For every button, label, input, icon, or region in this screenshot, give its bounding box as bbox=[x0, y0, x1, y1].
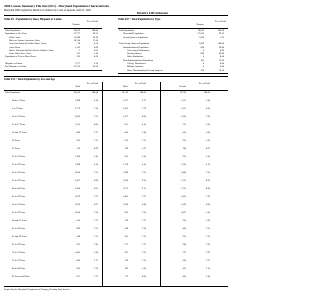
table-p12-row-total-pct: 2.64 bbox=[93, 252, 98, 254]
table-p12-bottom-rule bbox=[4, 286, 228, 287]
table-p12-row-total-pct: 6.91 bbox=[93, 204, 98, 206]
table-p12-row-total: 824 bbox=[76, 260, 80, 262]
table-p12-row-total-pct: 7.57 bbox=[93, 196, 98, 198]
table-p1-row-number: 90 bbox=[77, 43, 80, 46]
table-p1-row-pct: 27.64 bbox=[92, 39, 98, 42]
table-p12-row-female: 263 bbox=[182, 236, 186, 238]
report-title: 2000 Census Summary File One (SF1) - Maryland Population Characteristics bbox=[4, 4, 110, 8]
table-p12-row-male: 317 bbox=[124, 244, 128, 246]
table-p12-row-total-pct: 3.43 bbox=[93, 156, 98, 158]
table-p12-row-female-pct: 1.33 bbox=[205, 236, 210, 238]
table-p12-divider-male bbox=[102, 82, 103, 286]
table-p12-col-total-pct: Pct. of Total bbox=[86, 83, 98, 85]
table-p1-row-number: 10,514 bbox=[73, 39, 80, 42]
table-p37-row-number: 0 bbox=[202, 49, 204, 52]
table-p12-row-male-pct: 7.78 bbox=[141, 108, 146, 110]
table-p12-row-male-pct: 6.88 bbox=[141, 204, 146, 206]
table-p12-row-total-pct: 100.00 bbox=[91, 92, 98, 94]
table-p12-row-total-pct: 6.28 bbox=[93, 100, 98, 102]
table-p12-row-female: 1,151 bbox=[180, 100, 186, 102]
table-p12-row-female-pct: 6.85 bbox=[205, 108, 210, 110]
table-p12-row-male: 427 bbox=[124, 252, 128, 254]
table-p12-row-female: 674 bbox=[182, 156, 186, 158]
table-p1-title: Table P1 : Population by Race, Hispanic or Latino bbox=[4, 18, 62, 21]
table-p12-row-total-pct: 2.17 bbox=[93, 260, 98, 262]
table-p12-row-male: 1,380 bbox=[122, 172, 128, 174]
table-p12-row-male-pct: 4.43 bbox=[141, 124, 146, 126]
table-p12-row-total: 1,306 bbox=[74, 156, 80, 158]
table-p12-row-male: 454 bbox=[124, 132, 128, 134]
table-p1-row-number: 37,777 bbox=[73, 33, 80, 36]
table-p12-row-label: 25 to 29 Years bbox=[12, 164, 26, 166]
table-p12-row-female-pct: 3.66 bbox=[205, 124, 210, 126]
table-p1-row-pct: 65.94 bbox=[92, 36, 98, 39]
table-p12-row-total-pct: 7.52 bbox=[93, 116, 98, 118]
table-p12-row-label: 80 to 84 Years bbox=[12, 268, 26, 270]
table-p12-row-total: 2,398 bbox=[74, 164, 80, 166]
table-p12-row-female-pct: 6.19 bbox=[205, 164, 210, 166]
table-p12-row-female-pct: 6.94 bbox=[205, 204, 210, 206]
table-p12-row-male-pct: 5.26 bbox=[141, 212, 146, 214]
table-p12-row-male-pct: 0.94 bbox=[141, 276, 146, 278]
table-p12-row-total-pct: 1.72 bbox=[93, 220, 98, 222]
table-p1-row-label: American Indian & Alaska Native Alone bbox=[9, 43, 47, 46]
table-p12-row-male-pct: 9.15 bbox=[141, 188, 146, 190]
table-p1-row-pct: 0.02 bbox=[93, 49, 98, 52]
table-p12-row-total-pct: 6.30 bbox=[93, 164, 98, 166]
table-p12-col-total: Total bbox=[75, 86, 80, 88]
table-p37-row-label: Nursing Homes bbox=[127, 53, 142, 56]
table-p12-row-male: 1,237 bbox=[122, 100, 128, 102]
table-p12-row-male-pct: 8.06 bbox=[141, 116, 146, 118]
table-p1-row-number: 541 bbox=[76, 53, 80, 56]
table-p12-divider-female bbox=[160, 82, 161, 286]
table-p12-row-male: 418 bbox=[124, 228, 128, 230]
table-p12-row-label: 70 to 74 Years bbox=[12, 252, 26, 254]
table-p12-row-label: 50 to 54 Years bbox=[12, 204, 26, 206]
table-p12-row-male: 1,178 bbox=[122, 164, 128, 166]
table-p12-row-female-pct: 2.46 bbox=[205, 276, 210, 278]
district-name: District 12B Subtotal bbox=[137, 11, 168, 15]
table-p12-row-female-pct: 2.57 bbox=[205, 260, 210, 262]
table-p1-row-pct: 4.06 bbox=[93, 46, 98, 49]
table-p12-row-male-pct: 1.74 bbox=[141, 260, 146, 262]
table-p1-bottom-rule bbox=[4, 70, 102, 71]
table-p12-row-female-pct: 5.41 bbox=[205, 212, 210, 214]
table-p12-row-total-pct: 1.73 bbox=[93, 276, 98, 278]
table-p12-row-female: 721 bbox=[182, 124, 186, 126]
table-p12-row-label: 35 to 39 Years bbox=[12, 180, 26, 182]
table-p12-row-female-pct: 1.93 bbox=[205, 244, 210, 246]
table-p1-row-number: 36,759 bbox=[73, 66, 80, 69]
table-p12-row-total: 1,003 bbox=[74, 252, 80, 254]
table-p37-row-number: 1,000 bbox=[198, 43, 204, 46]
table-p1-row-label: White Alone bbox=[9, 36, 21, 39]
table-p12-row-male: 18,316 bbox=[121, 92, 128, 94]
table-p12-row-male-pct: 1.32 bbox=[141, 236, 146, 238]
table-p12-row-female: 380 bbox=[182, 244, 186, 246]
table-p12-row-male: 1,405 bbox=[122, 196, 128, 198]
table-p12-row-total: 423 bbox=[76, 140, 80, 142]
table-p12-row-female: 576 bbox=[182, 252, 186, 254]
table-p12-row-female-pct: 100.00 bbox=[203, 92, 210, 94]
table-p37-row-label: College Dormitories bbox=[127, 63, 146, 65]
table-p1-row-number: 259 bbox=[76, 56, 80, 59]
table-p12-row-total-pct: 1.11 bbox=[94, 140, 98, 142]
table-p37-row-label: Total Group Quarters Population bbox=[119, 43, 150, 46]
table-p1-row-pct: 3.36 bbox=[93, 63, 98, 65]
table-p12-row-label: 40 to 44 Years bbox=[12, 188, 26, 190]
table-p12-row-female: 1,486 bbox=[180, 172, 186, 174]
table-p12-row-total: 605 bbox=[76, 268, 80, 270]
table-p12-row-female: 1,067 bbox=[180, 212, 186, 214]
table-p12-row-label: 85 Years and Older bbox=[12, 276, 30, 278]
table-p12-row-total: 654 bbox=[76, 220, 80, 222]
table-p12-row-total: 882 bbox=[76, 228, 80, 230]
table-p12-row-female: 201 bbox=[182, 140, 186, 142]
table-p1-row-number: 25,080 bbox=[73, 36, 80, 39]
table-p12-row-label: 62 to 64 Years bbox=[12, 228, 26, 230]
table-p1-row-label: Population of Two or More Races bbox=[5, 56, 37, 59]
table-p12-row-male-pct: 7.53 bbox=[141, 172, 146, 174]
table-p12-row-male-pct: 3.45 bbox=[141, 156, 146, 158]
table-p1-row-pct: 0.24 bbox=[93, 43, 98, 46]
table-p12-row-female-pct: 2.14 bbox=[205, 268, 210, 270]
table-p12-row-total-pct: 7.30 bbox=[93, 108, 98, 110]
table-p12-row-male-pct: 100.00 bbox=[139, 92, 146, 94]
table-p1-row-number: 1,277 bbox=[74, 63, 80, 65]
table-p12-row-total-pct: 2.32 bbox=[93, 228, 98, 230]
table-p12-row-male: 632 bbox=[124, 156, 128, 158]
table-p1-row-label: Total Population bbox=[5, 30, 21, 32]
table-p12-col-male-pct: Pct. of Total bbox=[134, 83, 146, 85]
table-p37-row-number: 898 bbox=[200, 53, 204, 56]
table-p1-header-rule bbox=[4, 28, 102, 29]
table-p12-row-male: 196 bbox=[124, 148, 128, 150]
table-p12-row-male: 1,260 bbox=[122, 204, 128, 206]
table-p12-row-male: 963 bbox=[124, 212, 128, 214]
table-p12-row-male: 183 bbox=[124, 268, 128, 270]
table-p12-row-male-pct: 6.75 bbox=[141, 100, 146, 102]
table-p12-row-label: 67 to 69 Years bbox=[12, 244, 26, 246]
table-p12-col-female-pct: Pct. of Total bbox=[198, 83, 210, 85]
table-p12-row-label: 45 to 49 Years bbox=[12, 196, 26, 198]
table-p12-row-female: 334 bbox=[182, 220, 186, 222]
table-p1-row-label: Population of One Race bbox=[5, 33, 28, 36]
table-p1-row-number: 7 bbox=[78, 49, 80, 52]
table-p37-row-number: 38,036 bbox=[197, 30, 204, 32]
table-p12-row-female-pct: 8.89 bbox=[205, 188, 210, 190]
table-p37-row-label: Other Noninstitutional Group Quarters bbox=[127, 69, 163, 72]
table-p12-row-female-pct: 0.91 bbox=[205, 148, 210, 150]
table-p12-row-male-pct: 2.48 bbox=[141, 132, 146, 134]
table-p37-row-number: 898 bbox=[200, 46, 204, 49]
table-p12-row-female-pct: 5.84 bbox=[205, 100, 210, 102]
table-p37-row-label: Other Institutions bbox=[127, 56, 144, 59]
table-p37-row-number: 37,836 bbox=[197, 33, 204, 36]
table-p12-row-label: 22 to 24 Years bbox=[12, 156, 26, 158]
table-p12-row-male-pct: 6.43 bbox=[141, 164, 146, 166]
table-p37-row-number: 0 bbox=[202, 56, 204, 59]
table-p1-row-number: 38,036 bbox=[73, 30, 80, 32]
table-p12-row-male: 318 bbox=[124, 260, 128, 262]
table-p12-row-female: 1,474 bbox=[180, 196, 186, 198]
table-p12-row-female-pct: 7.47 bbox=[205, 196, 210, 198]
table-p12-row-label: Total Population bbox=[5, 92, 21, 94]
table-p12-row-female-pct: 1.02 bbox=[205, 140, 210, 142]
table-p12-row-male: 172 bbox=[124, 276, 128, 278]
table-p12-row-total: 38,036 bbox=[73, 92, 80, 94]
table-p12-row-male: 811 bbox=[124, 124, 128, 126]
table-p1-row-label: Not Hispanic or Latino bbox=[5, 66, 27, 69]
table-p37-row-label: Household Population bbox=[123, 33, 144, 36]
table-p12-row-total: 2,030 bbox=[74, 212, 80, 214]
table-p12-row-female-pct: 2.08 bbox=[205, 132, 210, 134]
table-p12-row-total-pct: 0.99 bbox=[93, 148, 98, 150]
table-p12-row-total: 2,879 bbox=[74, 196, 80, 198]
table-p1-row-pct: 1.42 bbox=[93, 53, 98, 56]
table-p12-row-female: 1,220 bbox=[180, 164, 186, 166]
table-p12-row-female-pct: 2.35 bbox=[205, 228, 210, 230]
table-p37-row-pct: 10.20 bbox=[218, 59, 224, 62]
table-p12-row-female-pct: 7.54 bbox=[205, 172, 210, 174]
table-p12-row-total-pct: 1.59 bbox=[93, 268, 98, 270]
table-p1-row-pct: 0.68 bbox=[93, 56, 98, 59]
table-p37-col-number: Number bbox=[196, 24, 204, 26]
table-p37-row-pct: 0.00 bbox=[219, 66, 224, 69]
table-p12-row-female: 1,369 bbox=[180, 204, 186, 206]
table-p12-row-female-pct: 1.69 bbox=[205, 220, 210, 222]
table-p37-row-number: 102 bbox=[200, 59, 204, 62]
table-p12-row-male-pct: 9.26 bbox=[141, 180, 146, 182]
footer-credit: Prepared by the Maryland Department of Planning, Planning Data Services. bbox=[4, 289, 71, 291]
table-p37-header-rule bbox=[118, 28, 228, 29]
table-p12-row-total: 864 bbox=[76, 132, 80, 134]
table-p12-row-male: 1,675 bbox=[122, 188, 128, 190]
table-p12-row-total: 2,776 bbox=[74, 108, 80, 110]
table-p12-row-male: 241 bbox=[124, 236, 128, 238]
table-p37-row-label: Institutionalized Population bbox=[123, 46, 149, 49]
table-p37-row-label: Correctional Institutions bbox=[127, 49, 150, 52]
table-p37-row-pct: 0.00 bbox=[219, 63, 224, 65]
table-p1-row-pct: 96.64 bbox=[92, 66, 98, 69]
table-p12-row-male-pct: 1.07 bbox=[141, 148, 146, 150]
table-p37-row-pct: 0.00 bbox=[219, 49, 224, 52]
table-p12-header-rule bbox=[4, 90, 228, 91]
table-p12-row-female: 1,385 bbox=[180, 116, 186, 118]
table-p12-row-label: 21 Years bbox=[12, 148, 20, 150]
table-p1-row-label: Black or African American Alone bbox=[9, 39, 40, 42]
table-p12-row-female: 180 bbox=[182, 148, 186, 150]
table-p12-row-total: 376 bbox=[76, 148, 80, 150]
table-p37-row-label: Total Population bbox=[119, 30, 135, 32]
header-rule bbox=[4, 15, 228, 16]
table-p1-col-number: Number bbox=[72, 24, 80, 26]
table-p37-row-number: 0 bbox=[202, 66, 204, 69]
table-p37-row-pct: 10.20 bbox=[218, 69, 224, 72]
table-p12-row-label: 10 to 14 Years bbox=[12, 116, 26, 118]
table-p12-row-total-pct: 1.33 bbox=[93, 236, 98, 238]
table-p37-row-pct: 89.80 bbox=[218, 53, 224, 56]
table-p12-row-total: 697 bbox=[76, 244, 80, 246]
table-p12-row-total: 657 bbox=[76, 276, 80, 278]
table-p12-row-total: 2,862 bbox=[74, 116, 80, 118]
section-rule bbox=[4, 76, 228, 77]
table-p37-title: Table P37 : Total Population by Type bbox=[118, 18, 161, 21]
table-p12-row-female: 506 bbox=[182, 260, 186, 262]
table-p37-row-number: 102 bbox=[200, 69, 204, 72]
table-p12-row-label: 55 to 59 Years bbox=[12, 212, 26, 214]
table-p12-row-label: Under 5 Years bbox=[12, 100, 26, 102]
table-p1-col-pct: Pct. of Total bbox=[86, 21, 98, 23]
table-p37-col-pct: Pct. of Total bbox=[214, 21, 226, 23]
table-p12-row-label: 20 Years bbox=[12, 140, 20, 142]
table-p12-row-male-pct: 7.67 bbox=[141, 196, 146, 198]
report-subtitle: Maryland 2000 Legislative Districts as Ordered by Court of Appeals, June 21, 2002 bbox=[4, 9, 91, 12]
table-p12-row-total-pct: 5.34 bbox=[93, 212, 98, 214]
table-p12-row-female: 1,351 bbox=[180, 108, 186, 110]
table-p37-row-pct: 2.63 bbox=[219, 36, 224, 39]
table-p12-row-male: 222 bbox=[124, 140, 128, 142]
table-p12-row-male: 1,696 bbox=[122, 180, 128, 182]
table-p12-row-total: 2,866 bbox=[74, 172, 80, 174]
table-p12-row-male-pct: 1.21 bbox=[141, 140, 146, 142]
table-p1-row-pct: 99.32 bbox=[92, 33, 98, 36]
table-p37-row-number: 0 bbox=[202, 63, 204, 65]
table-p12-row-female-pct: 7.02 bbox=[205, 116, 210, 118]
table-p37-row-pct: 100.00 bbox=[217, 43, 224, 46]
table-p12-row-male-pct: 2.33 bbox=[141, 252, 146, 254]
table-p37-row-pct: 89.80 bbox=[218, 46, 224, 49]
table-p12-row-total-pct: 9.09 bbox=[93, 180, 98, 182]
table-p12-row-total: 3,428 bbox=[74, 188, 80, 190]
table-p12-col-female: Female bbox=[179, 86, 186, 88]
table-p12-row-total: 504 bbox=[76, 236, 80, 238]
table-p12-col-male: Male bbox=[123, 86, 128, 88]
table-p12-row-female: 1,761 bbox=[180, 180, 186, 182]
table-p12-row-total-pct: 4.03 bbox=[93, 124, 98, 126]
table-p12-row-female: 410 bbox=[182, 132, 186, 134]
table-p37-row-pct: 99.47 bbox=[218, 33, 224, 36]
table-p37-bottom-rule bbox=[118, 73, 228, 74]
table-p1-row-pct: 100.00 bbox=[91, 30, 98, 32]
table-p12-row-male-pct: 1.00 bbox=[141, 268, 146, 270]
table-p12-row-female: 464 bbox=[182, 228, 186, 230]
table-p12-row-total: 2,388 bbox=[74, 100, 80, 102]
table-p12-row-female: 422 bbox=[182, 268, 186, 270]
table-p12-row-female-pct: 8.93 bbox=[205, 180, 210, 182]
table-p1-row-label: Native Hawaiian & Other Pacific Islander Alone bbox=[9, 49, 54, 52]
table-p12-row-label: 65 and 66 Years bbox=[12, 236, 27, 238]
table-p1-row-label: Asian Alone bbox=[9, 46, 21, 49]
table-p12-row-label: 30 to 34 Years bbox=[12, 172, 26, 174]
table-p12-title: Table P12 : Total Population by Sex and Age bbox=[4, 78, 55, 81]
table-p37-row-pct: 100.00 bbox=[217, 30, 224, 32]
table-p12-row-male: 1,477 bbox=[122, 116, 128, 118]
table-p12-row-label: 18 and 19 Years bbox=[12, 132, 27, 134]
table-p12-row-male-pct: 2.28 bbox=[141, 228, 146, 230]
table-p12-row-female-pct: 3.42 bbox=[205, 156, 210, 158]
table-p12-row-total-pct: 7.53 bbox=[93, 172, 98, 174]
table-p12-row-male-pct: 1.73 bbox=[141, 244, 146, 246]
table-p12-row-total-pct: 1.83 bbox=[93, 244, 98, 246]
table-p37-row-label: Military Quarters bbox=[127, 66, 144, 69]
table-p12-row-male: 320 bbox=[124, 220, 128, 222]
table-p37-row-pct: 0.00 bbox=[219, 56, 224, 59]
table-p12-row-total-pct: 9.01 bbox=[93, 188, 98, 190]
table-p37-row-label: Group Quarters Population bbox=[123, 36, 148, 39]
table-p12-row-label: 5 to 9 Years bbox=[12, 108, 23, 110]
table-p12-row-label: 75 to 79 Years bbox=[12, 260, 26, 262]
table-p1-row-label: Some Other Race Alone bbox=[9, 53, 32, 56]
table-p12-row-female-pct: 2.92 bbox=[205, 252, 210, 254]
table-p1-row-label: Hispanic or Latino bbox=[5, 63, 23, 65]
table-p12-row-male-pct: 1.75 bbox=[141, 220, 146, 222]
table-p12-row-total-pct: 2.27 bbox=[93, 132, 98, 134]
table-p12-row-total: 1,532 bbox=[74, 124, 80, 126]
table-p12-row-label: 15 to 17 Years bbox=[12, 124, 26, 126]
table-p37-row-label: Non-Institutionalized Population bbox=[123, 59, 154, 62]
table-p12-row-female: 19,720 bbox=[179, 92, 186, 94]
table-p12-row-total: 3,457 bbox=[74, 180, 80, 182]
table-p12-row-total: 2,629 bbox=[74, 204, 80, 206]
table-p1-row-number: 1,545 bbox=[74, 46, 80, 49]
table-p12-row-male: 1,425 bbox=[122, 108, 128, 110]
table-p12-row-female: 485 bbox=[182, 276, 186, 278]
table-p12-row-female: 1,753 bbox=[180, 188, 186, 190]
table-p37-row-number: 1,000 bbox=[198, 36, 204, 39]
table-p12-row-label: 60 and 61 Years bbox=[12, 220, 27, 222]
